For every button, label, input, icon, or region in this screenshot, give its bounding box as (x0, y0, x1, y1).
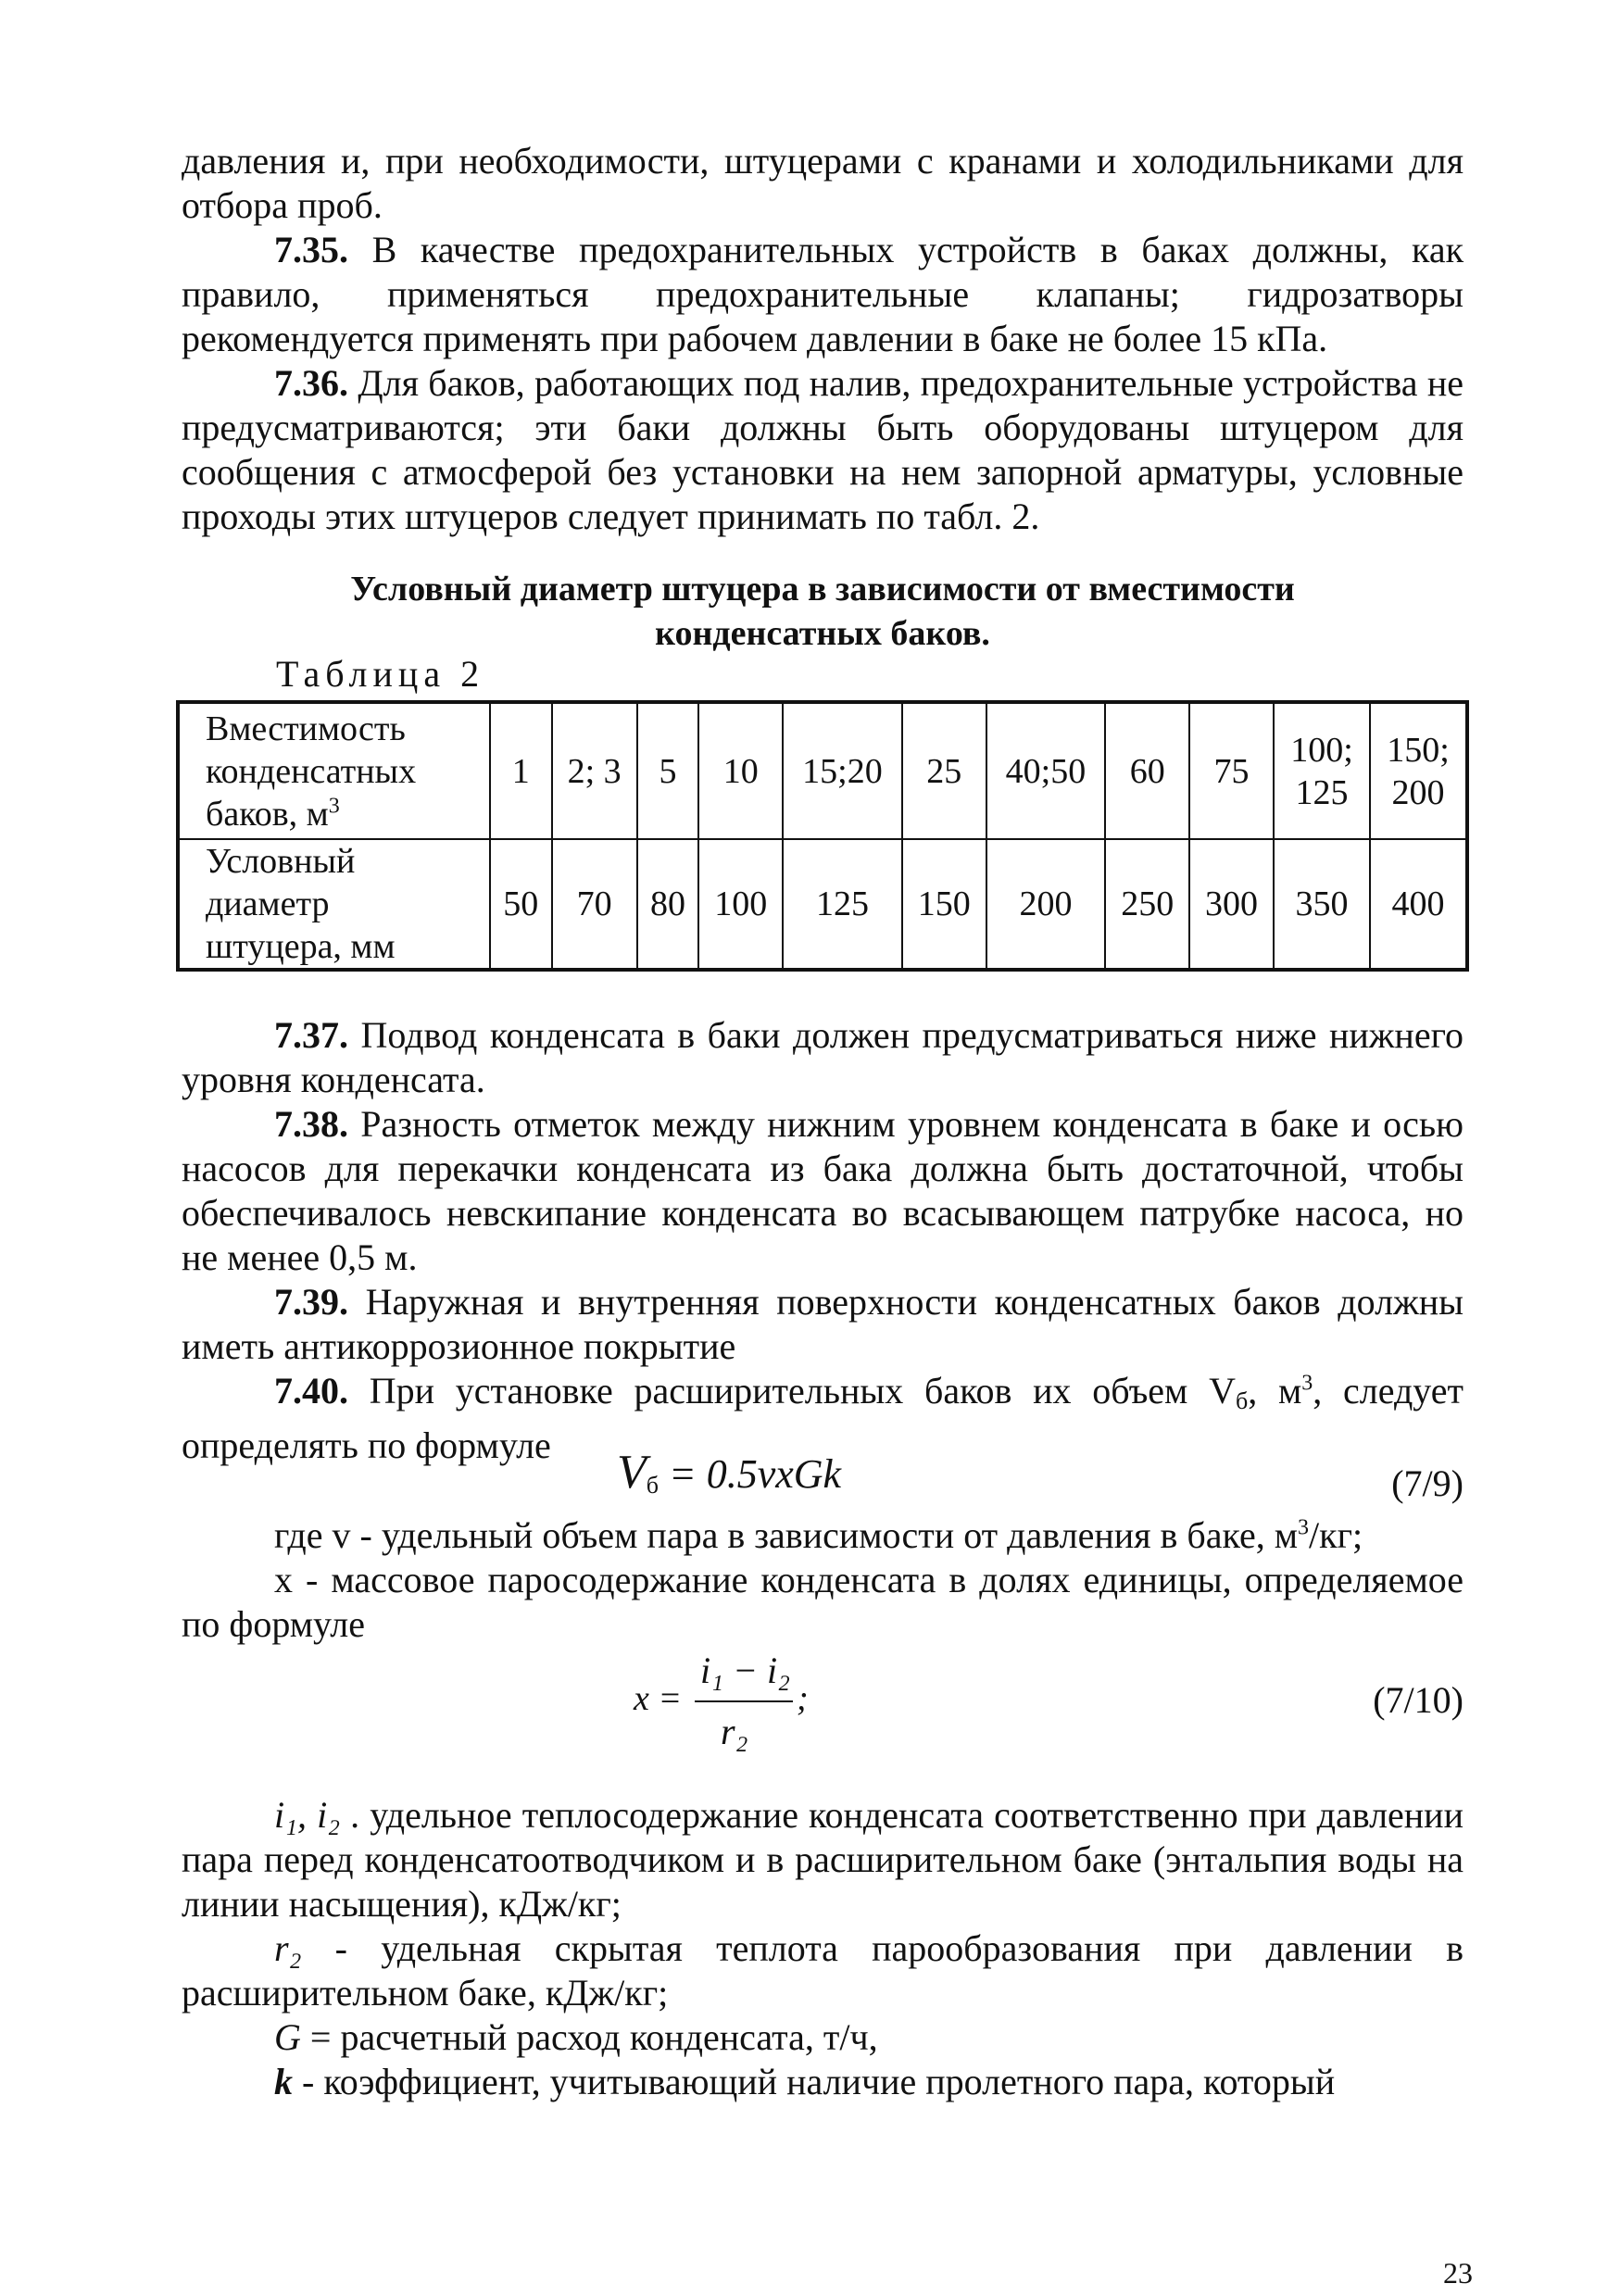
table-cell: 150; 200 (1370, 702, 1467, 839)
table-cell: 200 (986, 839, 1106, 970)
paragraph-7-39: 7.39. Наружная и внутренняя поверхности конденсатных баков должны иметь антикоррозионное покрытие (182, 1281, 1464, 1367)
table-row (178, 839, 1467, 970)
table-caption-line1: Условный диаметр штуцера в зависимости от вместимости (350, 570, 1295, 609)
table-caption-line2: конденсатных баков. (655, 614, 990, 653)
table-cell: 80 (637, 839, 699, 970)
where-x: х - массовое паросодержание конденсата в долях единицы, определяемое по формуле (182, 1559, 1464, 1645)
paragraph-7-36: 7.36. Для баков, работающих под налив, предохранительные устройства не предусматриваются; эти баки должны быть оборудованы штуцером для сообщения с атмосферой без установки на нем запорной арматуры, условные проходы этих штуцеров следует принимать по табл. 2. (182, 362, 1464, 537)
paragraph-7-35: 7.35. В качестве предохранительных устройств в баках должны, как правило, применяться предохранительные клапаны; гидрозатворы рекомендуется применять при рабочем давлении в баке не более 15 кПа. (182, 229, 1464, 359)
table-cell: 400 (1370, 839, 1467, 970)
clause-number: 7.35. (274, 229, 348, 270)
where-v: где v - удельный объем пара в зависимости от давления в баке, $м^3/кг$; (274, 1514, 1363, 1556)
table-cell: 70 (552, 839, 637, 970)
where-i: i₁, i₂ . удельное теплосодержание конденсата соответственно при давлении пара перед конденсатоотводчиком и в расширительном баке (энтальпия воды на линии насыщения), кДж/кг; (182, 1794, 1464, 1925)
equation-number: (7/10) (1373, 1679, 1464, 1721)
row-header-capacity: Вместимость конденсатных баков, $м^3$ (178, 702, 490, 839)
table-cell: 50 (490, 839, 552, 970)
table-cell: 150 (902, 839, 986, 970)
table-cell: 5 (637, 702, 699, 839)
table-cell: 125 (783, 839, 902, 970)
table-cell: 10 (698, 702, 783, 839)
formula-x-semicolon: ; (797, 1679, 809, 1718)
diameter-table (176, 700, 1469, 972)
formula-x-numerator: i₁ − i₂ (700, 1650, 791, 1691)
paragraph-7-40: 7.40. При установке расширительных баков их объем $V_б$, $м^3$, следует определять по формуле (182, 1370, 1464, 1466)
table-cell: 40;50 (986, 702, 1106, 839)
table-row (178, 702, 1467, 839)
table-cell: 300 (1189, 839, 1274, 970)
clause-number: 7.36. (274, 362, 348, 404)
table-cell: 100 (698, 839, 783, 970)
clause-number: 7.40. (274, 1370, 348, 1411)
table-cell: 25 (902, 702, 986, 839)
paragraph-7-37: 7.37. Подвод конденсата в баки должен предусматриваться ниже нижнего уровня конденсата. (182, 1014, 1464, 1100)
table-cell: 2; 3 (552, 702, 637, 839)
row-header-diameter: Условный диаметр штуцера, мм (178, 839, 490, 970)
paragraph-7-38: 7.38. Разность отметок между нижним уровнем конденсата в баке и осью насосов для перекачки конденсата из бака должна быть достаточной, чтобы обеспечивалось невскипание конденсата во всасывающем патрубке насоса, но не менее 0,5 м. (182, 1103, 1464, 1278)
where-r: r₂ - удельная скрытая теплота парообразования при давлении в расширительном баке, кДж/кг; (182, 1927, 1464, 2014)
table-cell: 1 (490, 702, 552, 839)
table-cell: 60 (1105, 702, 1189, 839)
clause-number: 7.38. (274, 1103, 348, 1145)
clause-number: 7.37. (274, 1014, 348, 1056)
where-k: k - коэффициент, учитывающий наличие пролетного пара, который (274, 2061, 1336, 2102)
paragraph-continuation: давления и, при необходимости, штуцерами с кранами и холодильниками для отбора проб. (182, 140, 1464, 226)
equation-number: (7/9) (1391, 1462, 1464, 1504)
where-g: G = расчетный расход конденсата, т/ч, (274, 2016, 878, 2058)
table-cell: 250 (1105, 839, 1189, 970)
formula-7-9: $V_б$ = 0.5vxGk (617, 1446, 842, 1499)
table-cell: 75 (1189, 702, 1274, 839)
table-cell: 100; 125 (1274, 702, 1370, 839)
formula-x-lhs: x = (634, 1679, 683, 1718)
table-cell: 350 (1274, 839, 1370, 970)
fraction-bar (695, 1700, 793, 1702)
clause-number: 7.39. (274, 1281, 348, 1323)
table-label: Таблица 2 (276, 653, 485, 695)
page-number: 23 (1443, 2256, 1473, 2290)
formula-x-denominator: r₂ (721, 1711, 748, 1752)
table-cell: 15;20 (783, 702, 902, 839)
